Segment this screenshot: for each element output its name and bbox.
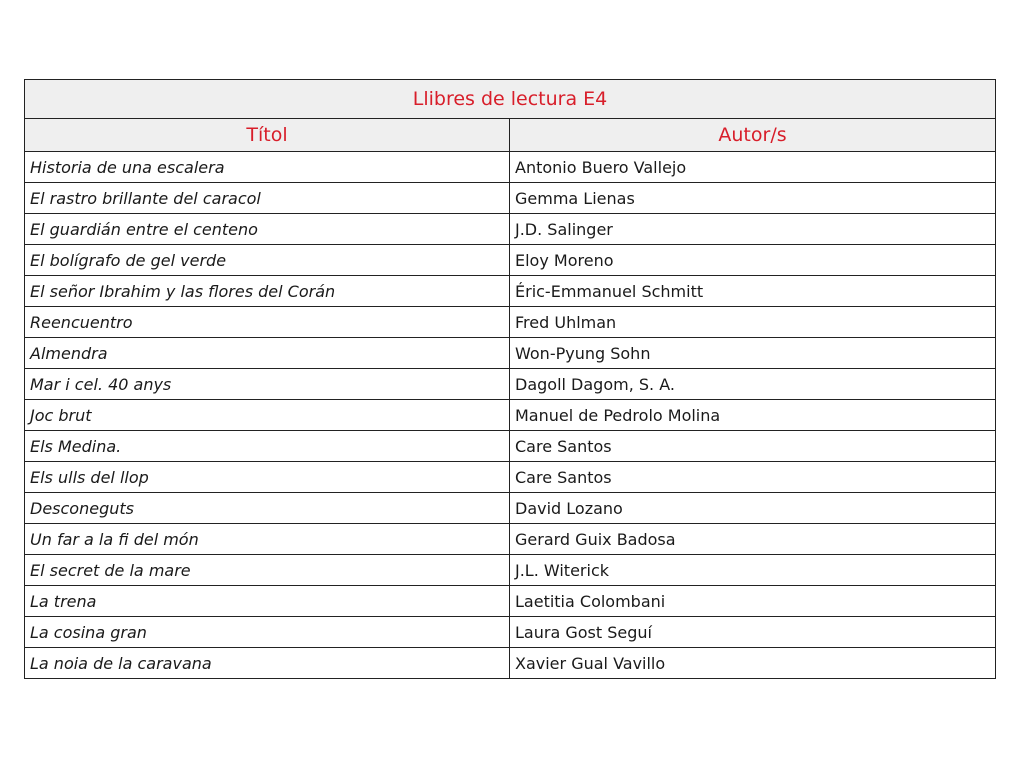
book-title-cell[interactable]: La cosina gran	[25, 617, 510, 648]
book-author-cell[interactable]: David Lozano	[510, 493, 996, 524]
reading-list-table	[24, 79, 996, 679]
book-author-cell[interactable]: J.L. Witerick	[510, 555, 996, 586]
book-title-cell[interactable]: Joc brut	[25, 400, 510, 431]
table-body	[25, 152, 996, 679]
table-row	[25, 493, 996, 524]
book-author-cell[interactable]: Won-Pyung Sohn	[510, 338, 996, 369]
book-title-cell[interactable]: Els Medina.	[25, 431, 510, 462]
book-author-cell[interactable]: Xavier Gual Vavillo	[510, 648, 996, 679]
book-title-cell[interactable]: Almendra	[25, 338, 510, 369]
book-title-cell[interactable]: El señor Ibrahim y las flores del Corán	[25, 276, 510, 307]
book-title-cell[interactable]: El guardián entre el centeno	[25, 214, 510, 245]
book-title-cell[interactable]: Historia de una escalera	[25, 152, 510, 183]
table-row	[25, 214, 996, 245]
book-author-cell[interactable]: J.D. Salinger	[510, 214, 996, 245]
column-header-row	[25, 119, 996, 152]
book-author-cell[interactable]: Laetitia Colombani	[510, 586, 996, 617]
table-row	[25, 462, 996, 493]
book-title-cell[interactable]: Un far a la fi del món	[25, 524, 510, 555]
book-author-cell[interactable]: Laura Gost Seguí	[510, 617, 996, 648]
table-row	[25, 338, 996, 369]
book-author-cell[interactable]: Eloy Moreno	[510, 245, 996, 276]
header-title[interactable]: Títol	[25, 119, 510, 152]
table-row	[25, 431, 996, 462]
table-title-row	[25, 80, 996, 119]
book-author-cell[interactable]: Antonio Buero Vallejo	[510, 152, 996, 183]
book-title-cell[interactable]: Mar i cel. 40 anys	[25, 369, 510, 400]
book-author-cell[interactable]: Care Santos	[510, 431, 996, 462]
book-title-cell[interactable]: Els ulls del llop	[25, 462, 510, 493]
book-title-cell[interactable]: El rastro brillante del caracol	[25, 183, 510, 214]
table-row	[25, 183, 996, 214]
book-author-cell[interactable]: Éric-Emmanuel Schmitt	[510, 276, 996, 307]
header-author[interactable]: Autor/s	[510, 119, 996, 152]
book-author-cell[interactable]: Care Santos	[510, 462, 996, 493]
book-title-cell[interactable]: El secret de la mare	[25, 555, 510, 586]
table-row	[25, 648, 996, 679]
table-row	[25, 307, 996, 338]
table-row	[25, 617, 996, 648]
table-row	[25, 245, 996, 276]
table-row	[25, 586, 996, 617]
book-title-cell[interactable]: La noia de la caravana	[25, 648, 510, 679]
book-author-cell[interactable]: Fred Uhlman	[510, 307, 996, 338]
table-title[interactable]: Llibres de lectura E4	[25, 80, 996, 119]
book-author-cell[interactable]: Gerard Guix Badosa	[510, 524, 996, 555]
table-row	[25, 152, 996, 183]
book-title-cell[interactable]: Reencuentro	[25, 307, 510, 338]
book-title-cell[interactable]: La trena	[25, 586, 510, 617]
book-author-cell[interactable]: Gemma Lienas	[510, 183, 996, 214]
table-row	[25, 369, 996, 400]
table-row	[25, 555, 996, 586]
book-title-cell[interactable]: Desconeguts	[25, 493, 510, 524]
table-row	[25, 400, 996, 431]
book-author-cell[interactable]: Manuel de Pedrolo Molina	[510, 400, 996, 431]
book-title-cell[interactable]: El bolígrafo de gel verde	[25, 245, 510, 276]
table-row	[25, 276, 996, 307]
book-author-cell[interactable]: Dagoll Dagom, S. A.	[510, 369, 996, 400]
table-row	[25, 524, 996, 555]
